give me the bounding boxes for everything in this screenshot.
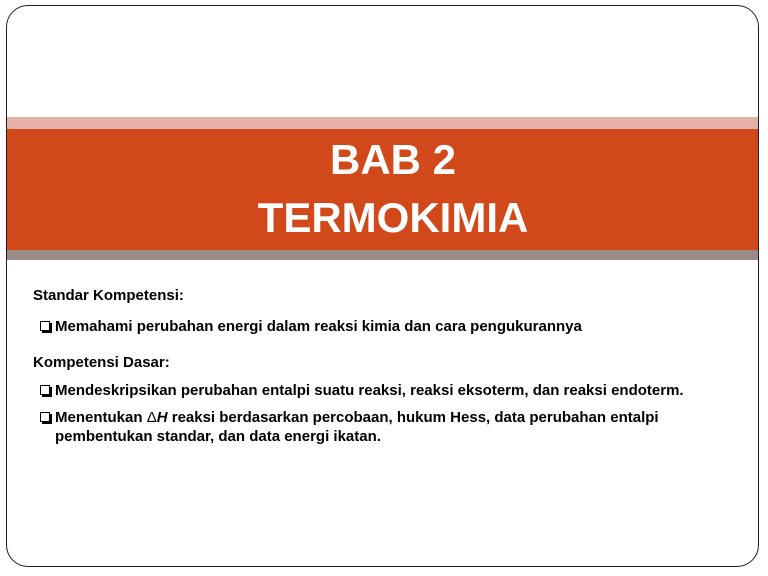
slide-title-line-2: TERMOKIMIA — [257, 194, 529, 241]
standar-kompetensi-heading: Standar Kompetensi: — [33, 287, 184, 304]
slide-title-line-1: BAB 2 — [329, 136, 457, 183]
kompetensi-dasar-item — [33, 408, 733, 446]
title-band-bottom-stripe — [7, 250, 758, 260]
delta-symbol: Δ — [146, 409, 157, 426]
kompetensi-dasar-item-text: Mendeskripsikan perubahan entalpi suatu reaksi, reaksi eksoterm, dan reaksi endoterm. — [55, 382, 684, 399]
kompetensi-dasar-item-suffix: reaksi berdasarkan percobaan, hukum Hess, data perubahan entalpi pembentukan standar, dan data energi ikatan. — [55, 409, 659, 445]
checkbox-bullet-icon — [40, 412, 50, 422]
kompetensi-dasar-item-prefix: Menentukan — [55, 409, 147, 426]
standar-kompetensi-item — [33, 317, 733, 336]
enthalpy-symbol: H — [156, 409, 168, 426]
checkbox-bullet-icon — [40, 385, 50, 395]
checkbox-bullet-icon — [40, 321, 50, 331]
slide-content — [33, 286, 733, 446]
title-band-top-stripe — [7, 117, 758, 129]
standar-kompetensi-item-text: Memahami perubahan energi dalam reaksi kimia dan cara pengukurannya — [55, 318, 582, 335]
kompetensi-dasar-item — [33, 381, 733, 400]
kompetensi-dasar-heading: Kompetensi Dasar: — [33, 354, 170, 371]
